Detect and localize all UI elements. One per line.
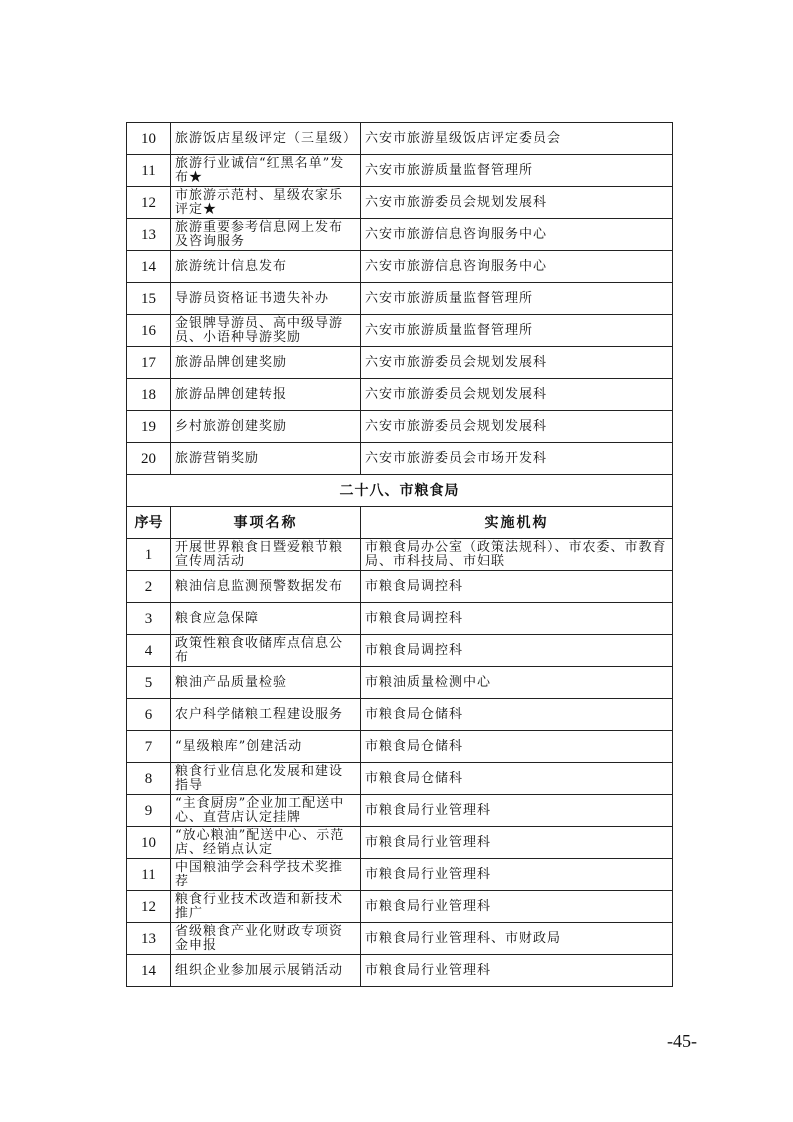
table-row — [127, 539, 673, 571]
item-name: 粮食行业信息化发展和建设指导 — [171, 763, 361, 795]
item-number: 4 — [127, 635, 171, 667]
item-number: 1 — [127, 539, 171, 571]
item-name: 粮食行业技术改造和新技术推广 — [171, 891, 361, 923]
table-row — [127, 859, 673, 891]
item-number: 6 — [127, 699, 171, 731]
item-number: 9 — [127, 795, 171, 827]
table-row — [127, 923, 673, 955]
table-row — [127, 635, 673, 667]
column-header-number: 序号 — [127, 507, 171, 539]
item-name: “主食厨房”企业加工配送中心、直营店认定挂牌 — [171, 795, 361, 827]
item-number: 11 — [127, 859, 171, 891]
item-name: 旅游统计信息发布 — [171, 251, 361, 283]
item-name: 旅游重要参考信息网上发布及咨询服务 — [171, 219, 361, 251]
item-name: 导游员资格证书遗失补办 — [171, 283, 361, 315]
table-row — [127, 315, 673, 347]
item-name: “星级粮库”创建活动 — [171, 731, 361, 763]
item-name: 粮食应急保障 — [171, 603, 361, 635]
item-name: 组织企业参加展示展销活动 — [171, 955, 361, 987]
item-org: 市粮食局行业管理科 — [361, 795, 673, 827]
table-row — [127, 731, 673, 763]
item-name: 农户科学储粮工程建设服务 — [171, 699, 361, 731]
table-row — [127, 667, 673, 699]
item-org: 市粮食局行业管理科、市财政局 — [361, 923, 673, 955]
table-row — [127, 795, 673, 827]
item-org: 市粮食局行业管理科 — [361, 859, 673, 891]
table-row — [127, 379, 673, 411]
item-name: 粮油信息监测预警数据发布 — [171, 571, 361, 603]
item-org: 六安市旅游委员会规划发展科 — [361, 347, 673, 379]
item-org: 六安市旅游委员会规划发展科 — [361, 379, 673, 411]
table-row — [127, 891, 673, 923]
column-header-name: 事项名称 — [171, 507, 361, 539]
item-org: 六安市旅游委员会规划发展科 — [361, 411, 673, 443]
item-name: 省级粮食产业化财政专项资金申报 — [171, 923, 361, 955]
item-name: 市旅游示范村、星级农家乐评定★ — [171, 187, 361, 219]
table-row — [127, 219, 673, 251]
table-row — [127, 187, 673, 219]
table-row — [127, 251, 673, 283]
item-number: 20 — [127, 443, 171, 475]
item-org: 六安市旅游质量监督管理所 — [361, 283, 673, 315]
item-number: 7 — [127, 731, 171, 763]
item-number: 13 — [127, 219, 171, 251]
item-name: 开展世界粮食日暨爱粮节粮宣传周活动 — [171, 539, 361, 571]
item-name: 旅游品牌创建奖励 — [171, 347, 361, 379]
section-title: 二十八、市粮食局 — [127, 475, 673, 507]
item-number: 15 — [127, 283, 171, 315]
item-org: 市粮食局行业管理科 — [361, 891, 673, 923]
item-name: “放心粮油”配送中心、示范店、经销点认定 — [171, 827, 361, 859]
item-number: 14 — [127, 955, 171, 987]
service-items-table — [126, 122, 673, 987]
item-name: 乡村旅游创建奖励 — [171, 411, 361, 443]
item-name: 旅游品牌创建转报 — [171, 379, 361, 411]
item-name: 中国粮油学会科学技术奖推荐 — [171, 859, 361, 891]
item-number: 10 — [127, 827, 171, 859]
item-org: 六安市旅游质量监督管理所 — [361, 315, 673, 347]
item-name: 旅游营销奖励 — [171, 443, 361, 475]
item-org: 市粮食局行业管理科 — [361, 827, 673, 859]
table-row — [127, 955, 673, 987]
item-number: 2 — [127, 571, 171, 603]
item-org: 市粮食局调控科 — [361, 635, 673, 667]
table-row — [127, 571, 673, 603]
item-org: 六安市旅游信息咨询服务中心 — [361, 219, 673, 251]
page-number: -45- — [667, 1031, 697, 1051]
item-number: 13 — [127, 923, 171, 955]
item-org: 市粮食局仓储科 — [361, 763, 673, 795]
item-name: 金银牌导游员、高中级导游员、小语种导游奖励 — [171, 315, 361, 347]
item-number: 11 — [127, 155, 171, 187]
table-row — [127, 347, 673, 379]
item-number: 12 — [127, 187, 171, 219]
item-org: 市粮油质量检测中心 — [361, 667, 673, 699]
table-row — [127, 155, 673, 187]
table-row — [127, 603, 673, 635]
table-row — [127, 699, 673, 731]
item-org: 市粮食局行业管理科 — [361, 955, 673, 987]
item-number: 14 — [127, 251, 171, 283]
table-header-row — [127, 507, 673, 539]
table-row — [127, 827, 673, 859]
item-number: 8 — [127, 763, 171, 795]
table-row — [127, 763, 673, 795]
item-number: 5 — [127, 667, 171, 699]
item-name: 旅游饭店星级评定（三星级） — [171, 123, 361, 155]
item-org: 市粮食局仓储科 — [361, 699, 673, 731]
item-org: 六安市旅游星级饭店评定委员会 — [361, 123, 673, 155]
table-row — [127, 283, 673, 315]
item-org: 六安市旅游信息咨询服务中心 — [361, 251, 673, 283]
item-org: 市粮食局调控科 — [361, 603, 673, 635]
item-number: 18 — [127, 379, 171, 411]
column-header-org: 实施机构 — [361, 507, 673, 539]
item-number: 12 — [127, 891, 171, 923]
item-number: 16 — [127, 315, 171, 347]
table-row — [127, 411, 673, 443]
item-number: 3 — [127, 603, 171, 635]
item-name: 旅游行业诚信“红黑名单”发布★ — [171, 155, 361, 187]
item-org: 六安市旅游委员会规划发展科 — [361, 187, 673, 219]
item-number: 17 — [127, 347, 171, 379]
item-org: 市粮食局办公室（政策法规科）、市农委、市教育局、市科技局、市妇联 — [361, 539, 673, 571]
item-number: 10 — [127, 123, 171, 155]
item-name: 粮油产品质量检验 — [171, 667, 361, 699]
item-org: 六安市旅游质量监督管理所 — [361, 155, 673, 187]
section-title-row — [127, 475, 673, 507]
item-org: 六安市旅游委员会市场开发科 — [361, 443, 673, 475]
item-org: 市粮食局调控科 — [361, 571, 673, 603]
table-row — [127, 443, 673, 475]
item-number: 19 — [127, 411, 171, 443]
item-org: 市粮食局仓储科 — [361, 731, 673, 763]
item-name: 政策性粮食收储库点信息公布 — [171, 635, 361, 667]
table-row — [127, 123, 673, 155]
